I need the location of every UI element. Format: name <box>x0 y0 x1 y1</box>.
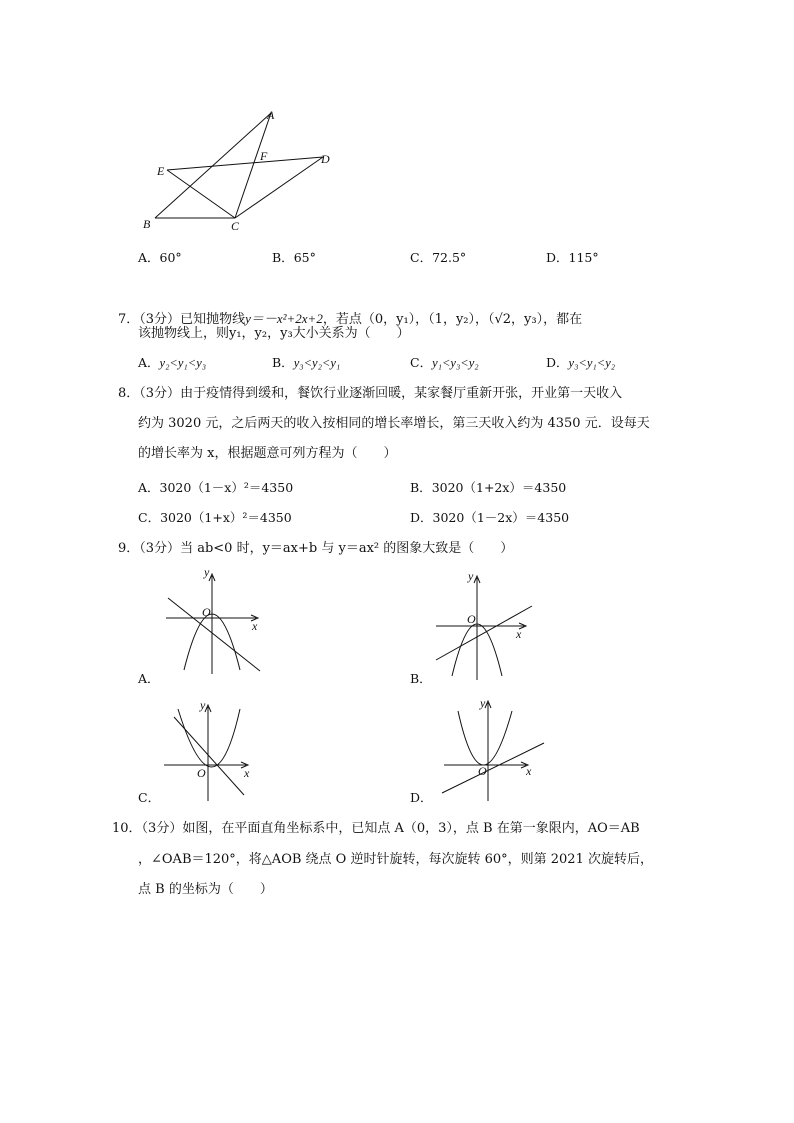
q8-stem-line3: 的增长率为 x，根据题意可列方程为（ ） <box>138 446 397 461</box>
q6-option-c[interactable]: C．72.5° <box>410 250 467 265</box>
svg-text:O: O <box>197 766 206 780</box>
q8-number: 8． <box>118 386 140 401</box>
q7-option-c[interactable]: C．y₁<y₃<y₂ <box>410 355 479 370</box>
q8-option-d[interactable]: D．3020（1－2x）＝4350 <box>410 510 570 525</box>
point-a-label: A <box>267 108 275 122</box>
q10-stem-line2: ，∠OAB＝120°，将△AOB 绕点 O 逆时针旋转，每次旋转 60°，则第 2021 次旋转后， <box>138 852 653 867</box>
point-c-label: C <box>231 219 240 233</box>
q10-score: （3分） <box>141 821 183 836</box>
q9-option-c[interactable]: C． <box>138 790 161 805</box>
q10-stem-line3: 点 B 的坐标为（ ） <box>138 882 273 897</box>
svg-text:x: x <box>516 627 522 641</box>
q9-stem: 9．（3分）当 ab<0 时，y＝ax+b 与 y＝ax² 的图象大致是（ ） <box>118 541 514 556</box>
q6-option-b[interactable]: B．65° <box>272 250 316 265</box>
q7-number: 7． <box>118 312 140 327</box>
q9-option-b[interactable]: B． <box>410 671 432 686</box>
q7-stem-line1: 7．（3分）已知抛物线y＝－x²+2x+2，若点（0，y₁），（1，y₂），（√2，y₃），都在 <box>118 311 583 327</box>
svg-text:y: y <box>200 698 206 712</box>
q9-graph-c[interactable] <box>160 695 270 805</box>
point-f-label: F <box>260 149 268 163</box>
q8-stem-line2: 约为 3020 元，之后两天的收入按相同的增长率增长，第三天收入约为 4350 元．设每天 <box>138 416 650 431</box>
q9-number: 9． <box>118 541 140 556</box>
q7-option-a[interactable]: A．y₂<y₁<y₃ <box>138 355 207 370</box>
q8-stem-line1: 8．（3分）由于疫情得到缓和，餐饮行业逐渐回暖，某家餐厅重新开张，开业第一天收入 <box>118 386 623 401</box>
q8-option-a[interactable]: A．3020（1－x）²＝4350 <box>138 480 294 495</box>
q7-option-d[interactable]: D．y₃<y₁<y₂ <box>546 355 616 370</box>
svg-text:y: y <box>468 569 474 583</box>
svg-text:y: y <box>480 696 486 710</box>
q8-score: （3分） <box>139 386 181 401</box>
q8-option-b[interactable]: B．3020（1+2x）＝4350 <box>410 480 567 495</box>
q6-option-d[interactable]: D．115° <box>546 250 599 265</box>
q9-graph-a[interactable] <box>160 565 270 678</box>
q9-graph-d[interactable] <box>440 695 560 805</box>
svg-text:x: x <box>252 619 258 633</box>
q8-option-c[interactable]: C．3020（1+x）²＝4350 <box>138 510 292 525</box>
q9-option-a[interactable]: A． <box>138 671 160 686</box>
q7-stem-line2: 该抛物线上，则y₁，y₂，y₃大小关系为（ ） <box>138 326 410 341</box>
point-d-label: D <box>321 152 330 166</box>
q10-number: 10． <box>112 821 142 836</box>
q7-option-b[interactable]: B．y₃<y₂<y₁ <box>272 355 341 370</box>
q9-option-d[interactable]: D． <box>410 790 433 805</box>
svg-text:O: O <box>478 764 487 778</box>
q7-equation: y＝－x²+2x+2 <box>245 311 323 326</box>
svg-text:y: y <box>204 565 210 579</box>
point-e-label: E <box>157 164 165 178</box>
point-b-label: B <box>143 217 151 231</box>
svg-text:x: x <box>526 764 532 778</box>
svg-text:O: O <box>467 612 476 626</box>
q10-stem-line1: 10．（3分）如图，在平面直角坐标系中，已知点 A（0，3），点 B 在第一象限内，AO＝AB <box>112 821 640 836</box>
q9-score: （3分） <box>139 541 181 556</box>
q7-score: （3分） <box>139 312 181 327</box>
q6-geometry-figure <box>135 105 355 235</box>
q6-option-a[interactable]: A．60° <box>138 250 182 265</box>
q9-graph-b[interactable] <box>432 569 542 682</box>
svg-text:O: O <box>202 605 211 619</box>
svg-text:x: x <box>244 766 250 780</box>
